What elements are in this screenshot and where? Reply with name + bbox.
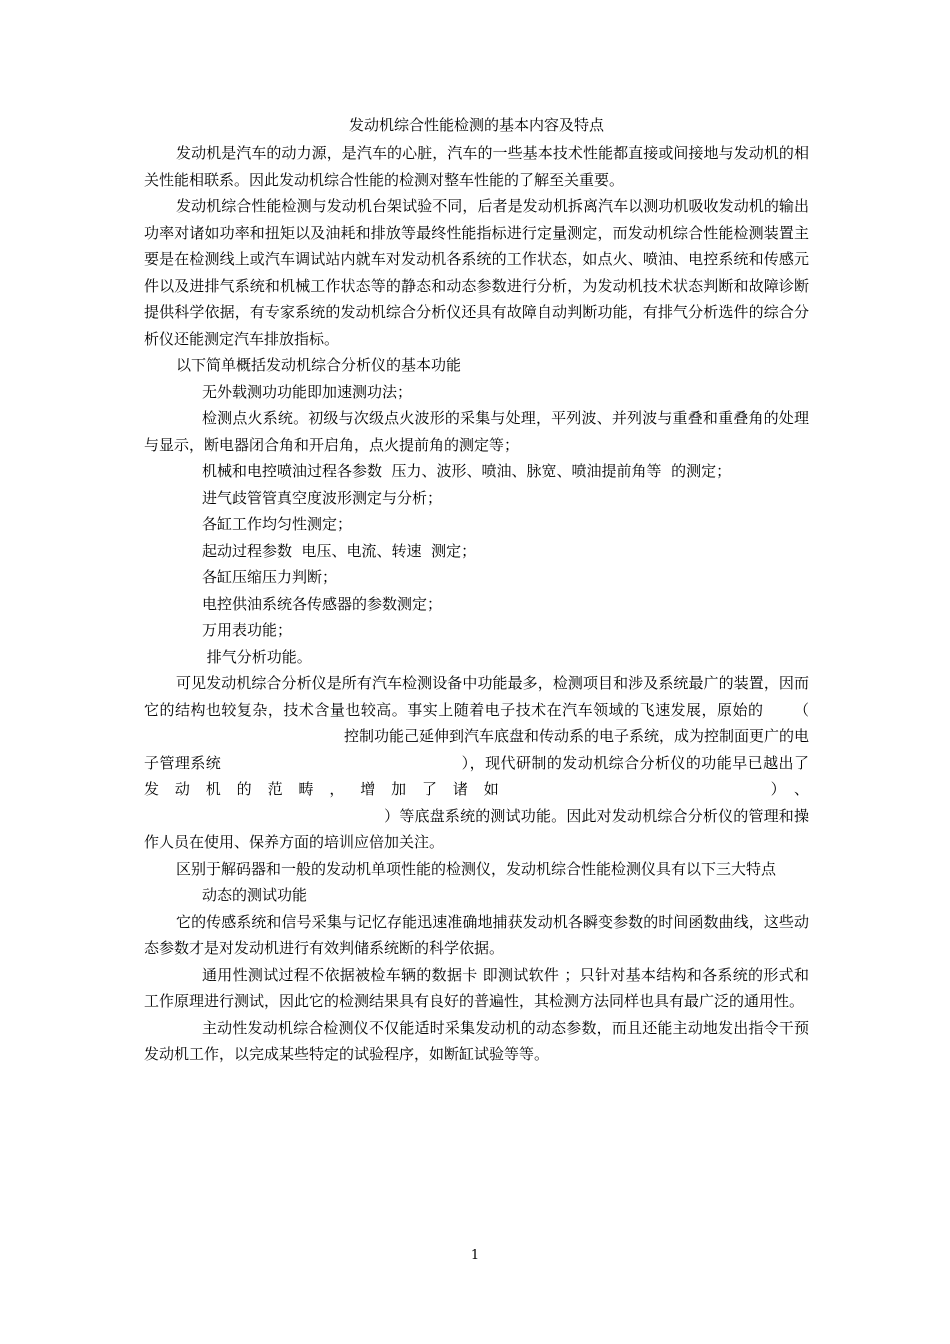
paragraph-features-intro: 区别于解码器和一般的发动机单项性能的检测仪，发动机综合性能检测仪具有以下三大特点 [176,859,777,878]
function-item: 检测点火系统。初级与次级点火波形的采集与处理，平列波、并列波与重叠和重叠角的处理与显示，断电器闭合角和开启角，点火提前角的测定等； [144,409,809,454]
function-item: 起动过程参数 电压、电流、转速 测定； [202,541,477,560]
feature-universal: 通用性测试过程不依据被检车辆的数据卡 即测试软件 ；只针对基本结构和各系统的形式和工作原理进行测试，因此它的检测结果具有良好的普遍性，其检测方法同样也具有最广泛的通用性。 [144,965,809,1010]
function-item: 各缸工作均匀性测定； [202,515,353,533]
text-run: ），现代研制的发动机综合分析仪的功能早已越出了发动机的范畴，增加了诸如 [144,753,809,798]
function-item: 排气分析功能。 [202,647,312,666]
text-run: ）、 [754,780,809,798]
function-item: 万用表功能； [202,621,293,639]
function-item: 机械和电控喷油过程各参数 压力、波形、喷油、脉宽、喷油提前角等 的测定； [202,462,732,480]
function-item: 进气歧管管真空度波形测定与分析； [202,488,443,507]
feature-active: 主动性发动机综合检测仪不仅能适时采集发动机的动态参数，而且还能主动地发出指令干预发动机工作，以完成某些特定的试验程序，如断缸试验等等。 [144,1018,809,1063]
feature-title-dynamic: 动态的测试功能 [202,886,308,904]
paragraph-development [144,670,809,856]
feature-body-dynamic: 它的传感系统和信号采集与记忆存能迅速准确地捕获发动机各瞬变参数的时间函数曲线，这些动态参数才是对发动机进行有效判储系统断的科学依据。 [144,912,809,957]
document-title: 发动机综合性能检测的基本内容及特点 [348,116,604,134]
text-run: ）等底盘系统的测试功能。因此对发动机综合分析仪的管理和操作人员在使用、保养方面的培训应倍加关注。 [144,806,809,851]
function-item: 各缸压缩压力判断； [202,568,338,586]
page-content [144,114,809,1068]
text-run: （ [793,700,809,719]
page-number: 1 [470,1248,480,1263]
paragraph-comparison: 发动机综合性能检测与发动机台架试验不同，后者是发动机拆离汽车以测功机吸收发动机的输出功率对诸如功率和扭矩以及油耗和排放等最终性能指标进行定量测定，而发动机综合性能检测装置主要是在检测线上或汽车调试站内就车对发动机各系统的工作状态，如点火、喷油、电控系统和传感元件以及进排气系统和机械工作状态等的静态和动态参数进行分析，为发动机技术状态判断和故障诊断提供科学依据，有专家系统的发动机综合分析仪还具有故障自动判断功能，有排气分析选件的综合分析仪还能测定汽车排放指标。 [144,197,809,348]
paragraph-functions-intro: 以下简单概括发动机综合分析仪的基本功能 [176,356,462,374]
text-run: 可见发动机综合分析仪是所有汽车检测设备中功能最多，检测项目和涉及系统最广的装置，因而它的结构也较复杂，技术含量也较高。事实上随着电子技术在汽车领域的飞速发展，原始的 [144,674,809,719]
text-run: 控制功能己延伸到汽车底盘和传动系的电子系统，成为控制面更广的电子管理系统 [144,727,810,772]
paragraph-intro: 发动机是汽车的动力源，是汽车的心脏，汽车的一些基本技术性能都直接或间接地与发动机的相关性能相联系。因此发动机综合性能的检测对整车性能的了解至关重要。 [144,144,809,189]
function-item: 无外载测功功能即加速测功法； [202,382,413,401]
function-item: 电控供油系统各传感器的参数测定； [202,594,443,613]
